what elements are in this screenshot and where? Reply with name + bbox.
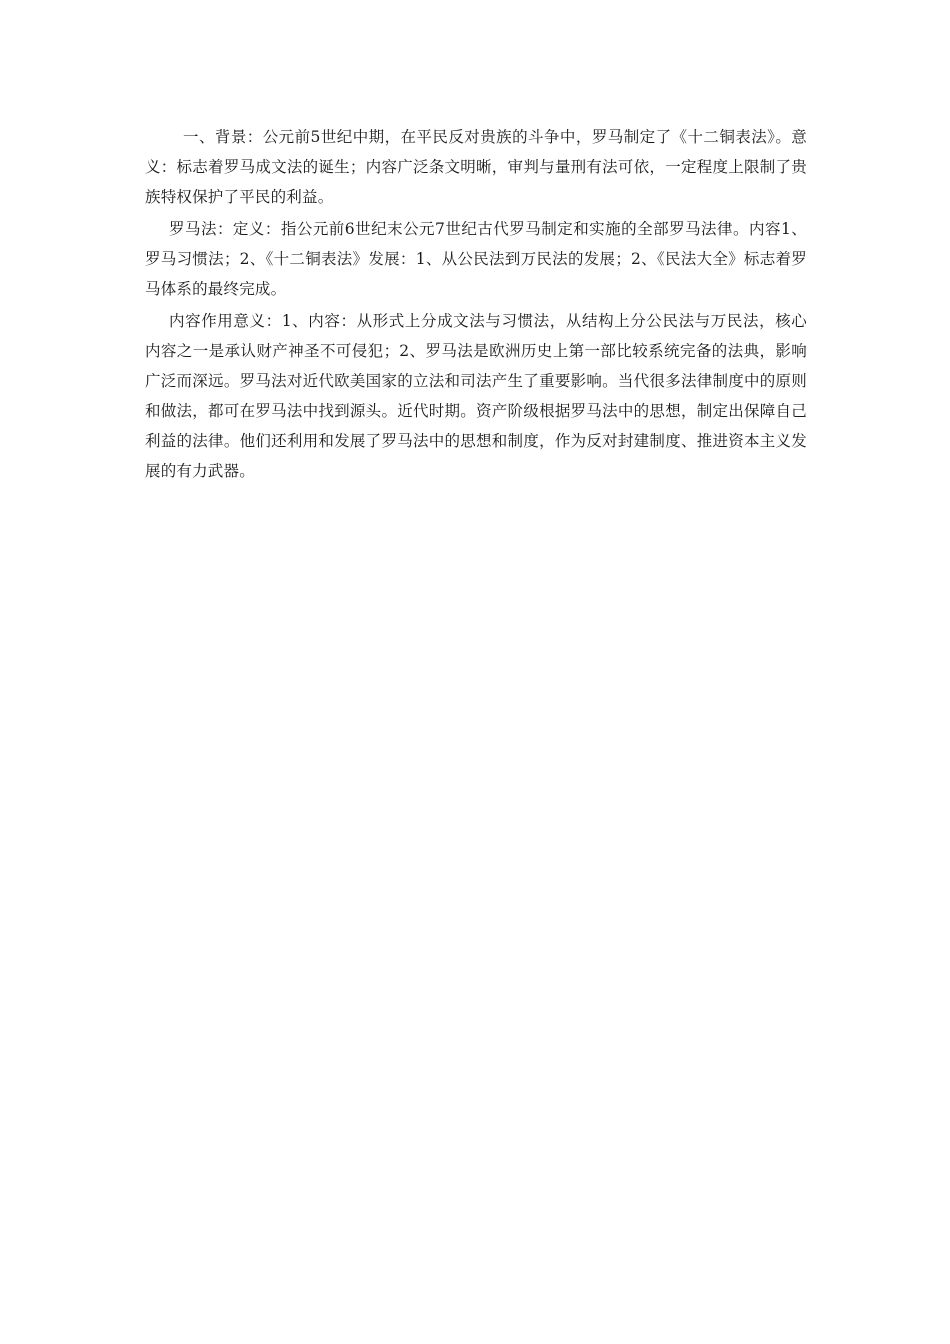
paragraph-content-significance: 内容作用意义：1、内容：从形式上分成文法与习惯法，从结构上分公民法与万民法，核心内容之一是承认财产神圣不可侵犯；2、罗马法是欧洲历史上第一部比较系统完备的法典，影响广泛而深远。罗马法对近代欧美国家的立法和司法产生了重要影响。当代很多法律制度中的原则和做法，都可在罗马法中找到源头。近代时期。资产阶级根据罗马法中的思想，制定出保障自己利益的法律。他们还利用和发展了罗马法中的思想和制度，作为反对封建制度、推进资本主义发展的有力武器。 [145, 312, 807, 480]
paragraph-roman-law-definition: 罗马法：定义：指公元前6世纪末公元7世纪古代罗马制定和实施的全部罗马法律。内容1、罗马习惯法；2、《十二铜表法》发展：1、从公民法到万民法的发展；2、《民法大全》标志着罗马体系的最终完成。 [145, 220, 807, 298]
paragraph-background: 一、背景：公元前5世纪中期，在平民反对贵族的斗争中，罗马制定了《十二铜表法》。意义：标志着罗马成文法的诞生；内容广泛条文明晰，审判与量刑有法可依，一定程度上限制了贵族特权保护了平民的利益。 [145, 128, 807, 206]
document-body [145, 122, 807, 488]
